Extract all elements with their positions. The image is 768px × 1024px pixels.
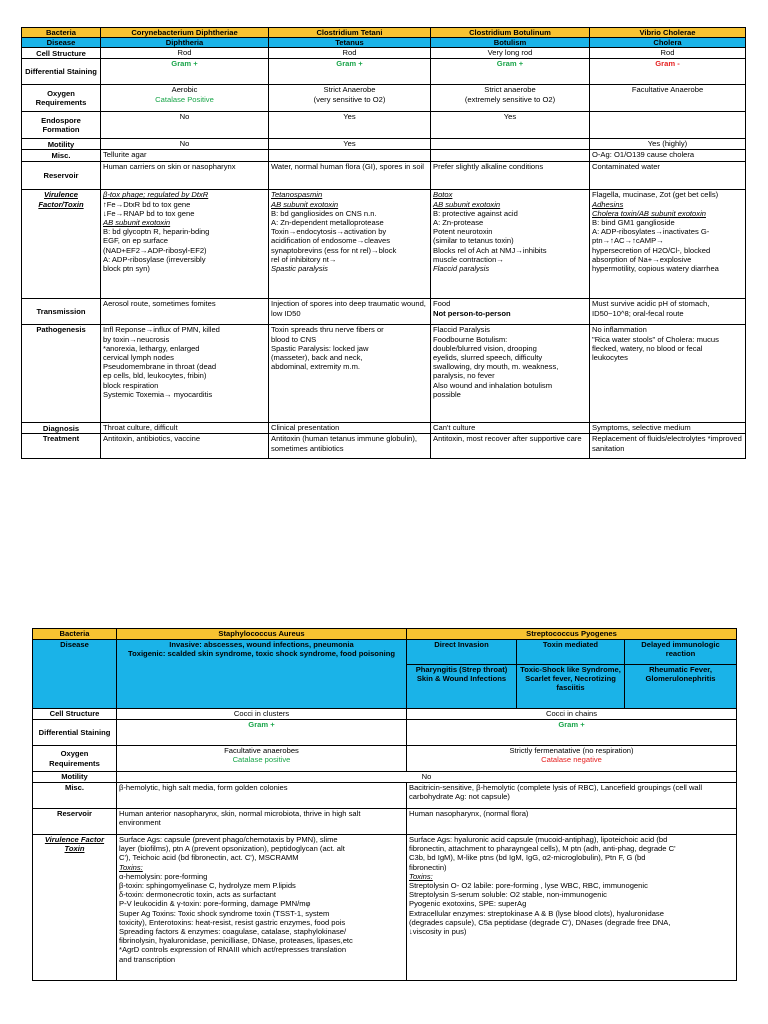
misc-value: Bacitricin-sensitive, β-hemolytic (complete lysis of RBC), Lancefield groupings (cell wall carbohydrate Ag: not capsule) bbox=[407, 783, 737, 809]
row-label-pathogenesis: Pathogenesis bbox=[22, 325, 101, 423]
virulence-line: P-V leukocidin & γ-toxin: pore-forming, damage PMN/mφ bbox=[119, 899, 311, 909]
gram-stain-value: Gram + bbox=[431, 59, 590, 85]
cell-structure-value: Rod bbox=[590, 48, 746, 59]
pathogenesis-line: possible bbox=[433, 389, 461, 399]
bacteria-table-2 bbox=[32, 628, 737, 981]
pathogenesis-line: swallowing, dry mouth, m. weakness, bbox=[433, 362, 559, 372]
transmission-line: Not person-to-person bbox=[433, 308, 511, 318]
virulence-line: Toxin→endocytosis→activation by bbox=[271, 227, 387, 237]
row-label-differential-staining: Differential Staining bbox=[22, 59, 101, 85]
pathogenesis-line: Infl Reponse→influx of PMN, killed bbox=[103, 325, 220, 335]
virulence-line: β-toxin: sphingomyelinase C, hydrolyze mem P.lipids bbox=[119, 881, 296, 891]
row-label-oxygen: Oxygen Requirements bbox=[33, 746, 117, 772]
endospore-value: Yes bbox=[269, 112, 431, 139]
virulence-line: AB subunit exotoxin bbox=[103, 218, 171, 228]
transmission-line: Food bbox=[433, 299, 451, 309]
row-label-cell-structure: Cell Structure bbox=[33, 709, 117, 720]
pathogenesis-line: ep cells, bld, leukocytes, fribin) bbox=[103, 371, 207, 381]
organism-diphtheriae: Corynebacterium Diphtheriae bbox=[101, 28, 269, 38]
gram-stain-value: Gram + bbox=[269, 59, 431, 85]
virulence-line: synaptobrevins (ess for nt rel)→block bbox=[271, 245, 397, 255]
gram-stain-value: Gram + bbox=[101, 59, 269, 85]
oxygen-text: Aerobic bbox=[171, 85, 198, 95]
virulence-line: Surface Ags: hyaluronic acid capsule (mucoid-antiphag), lipoteichoic acid (bd bbox=[409, 835, 668, 844]
pathogenesis-line: Foodbourne Botulism: bbox=[433, 334, 508, 344]
staph-disease-invasive: Invasive: abscesses, wound infections, pneumonia bbox=[169, 640, 354, 649]
endospore-value bbox=[590, 112, 746, 139]
virulence-staph bbox=[117, 835, 407, 981]
virulence-line: and transcription bbox=[119, 954, 176, 964]
virulence-line: B: protective against acid bbox=[433, 208, 518, 218]
virulence-line: Spreading factors & enzymes: coagulase, catalase, staphylokinase/ bbox=[119, 927, 347, 937]
pathogenesis-botulinum bbox=[431, 325, 590, 423]
virulence-line: block ptn syn) bbox=[103, 264, 150, 274]
oxygen-diphtheriae bbox=[101, 85, 269, 112]
virulence-line: *AgrD controls expression of RNAIII which act/represses translation bbox=[119, 945, 347, 955]
virulence-line: β-tox phage; regulated by DtxR bbox=[103, 190, 209, 200]
row-label-endospore: Endospore Formation bbox=[22, 112, 101, 139]
cell-structure-value: Very long rod bbox=[431, 48, 590, 59]
virulence-line: δ-toxin: dermonecrotic toxin, acts as surfactant bbox=[119, 890, 277, 900]
disease-botulism: Botulism bbox=[431, 38, 590, 48]
row-label-motility: Motility bbox=[22, 139, 101, 150]
virulence-line: B: bd glycoptn R, heparin-bding bbox=[103, 227, 210, 237]
virulence-line: α-hemolysin: pore-forming bbox=[119, 871, 208, 881]
row-label-virulence: Virulence Factor Toxin bbox=[33, 835, 117, 981]
oxygen-note: (very sensitive to O2) bbox=[313, 94, 386, 104]
bacteria-table-1 bbox=[21, 27, 746, 459]
virulence-strep bbox=[407, 835, 737, 981]
pathogenesis-line: (masseter), back and neck, bbox=[271, 353, 363, 363]
virulence-line: B: bd gangliosides on CNS n.n. bbox=[271, 208, 377, 218]
oxygen-staph bbox=[117, 746, 407, 772]
endospore-value: No bbox=[101, 112, 269, 139]
header-disease: Disease bbox=[22, 38, 101, 48]
pathogenesis-line: double/blurred vision, drooping bbox=[433, 343, 537, 353]
reservoir-value: Prefer slightly alkaline conditions bbox=[431, 162, 590, 190]
virulence-line: muscle contraction→ bbox=[433, 254, 504, 264]
virulence-line: layer (biofilms), ptn A (prevent opsonization), peptidoglycan (act. alt bbox=[119, 844, 345, 854]
virulence-line: Tetanospasmin bbox=[271, 190, 323, 200]
pathogenesis-diphtheriae bbox=[101, 325, 269, 423]
misc-value bbox=[269, 150, 431, 162]
pathogenesis-line: Also wound and inhalation botulism bbox=[433, 380, 553, 390]
virulence-line: EGF, on ep surface bbox=[103, 236, 169, 246]
pathogenesis-tetani bbox=[269, 325, 431, 423]
motility-value bbox=[431, 139, 590, 150]
pathogenesis-line: by toxin→neucrosis bbox=[103, 334, 170, 344]
virulence-line: A: ADP-ribosylates→inactivates G- bbox=[592, 227, 710, 237]
row-label-diagnosis: Diagnosis bbox=[22, 423, 101, 434]
row-label-misc: Misc. bbox=[22, 150, 101, 162]
pathogenesis-line: Systemic Toxemia→ myocarditis bbox=[103, 389, 213, 399]
virulence-line: ptn→↑AC→↑cAMP→ bbox=[592, 236, 664, 246]
pathogenesis-line: No inflammation bbox=[592, 325, 647, 335]
virulence-line: A: Zn-dependent metalloprotease bbox=[271, 218, 384, 228]
diagnosis-value: Clinical presentation bbox=[269, 423, 431, 434]
oxygen-note: (extremely sensitive to O2) bbox=[464, 94, 556, 104]
virulence-line: toxicity), Enterotoxins: heat-resist, resist gastric enzymes, food pois bbox=[119, 917, 346, 927]
pathogenesis-line: *anorexia, lethargy, enlarged bbox=[103, 343, 200, 353]
virulence-line: Potent neurotoxin bbox=[433, 227, 493, 237]
transmission-value: Injection of spores into deep traumatic wound, low ID50 bbox=[269, 299, 431, 325]
motility-value: No bbox=[101, 139, 269, 150]
virulence-line: Surface Ags: capsule (prevent phago/chemotaxis by PMN), slime bbox=[119, 835, 338, 844]
row-label-treatment: Treatment bbox=[22, 434, 101, 459]
virulence-line: Spastic paralysis bbox=[271, 264, 328, 274]
virulence-line: rel of inhibitory nt→ bbox=[271, 254, 337, 264]
transmission-botulinum bbox=[431, 299, 590, 325]
virulence-line: Toxins: bbox=[119, 862, 143, 872]
strep-category-delayed: Delayed immunologic reaction bbox=[625, 640, 737, 665]
virulence-line: absorption of Na+→explosive bbox=[592, 254, 692, 264]
catalase-text: Catalase negative bbox=[541, 755, 602, 765]
virulence-tetani bbox=[269, 190, 431, 299]
disease-diphtheria: Diphtheria bbox=[101, 38, 269, 48]
treatment-value: Antitoxin, most recover after supportive care bbox=[431, 434, 590, 459]
organism-cholerae: Vibrio Cholerae bbox=[590, 28, 746, 38]
virulence-line: Adhesins bbox=[592, 199, 624, 209]
virulence-line: C'), Teichoic acid (bd fibronectin, act. C'), MSCRAMM bbox=[119, 853, 299, 863]
virulence-line: ↓viscosity in pus) bbox=[409, 927, 467, 937]
motility-value: Yes (highly) bbox=[590, 139, 746, 150]
strep-disease-toxin: Toxic-Shock like Syndrome, Scarlet fever, Necrotizing fasciitis bbox=[517, 665, 625, 709]
oxygen-text: Strict Anaerobe bbox=[323, 85, 376, 95]
pathogenesis-line: eyelids, slurred speech, difficulty bbox=[433, 353, 543, 363]
staph-disease-toxigenic: Toxigenic: scalded skin syndrome, toxic shock syndrome, food poisoning bbox=[128, 649, 395, 659]
pathogenesis-line: block respiration bbox=[103, 380, 159, 390]
oxygen-tetani bbox=[269, 85, 431, 112]
virulence-line: fibronectin, attachment to pharayngeal cells), M ptn (adh, anti-phag, degrade C' bbox=[409, 844, 676, 854]
pathogenesis-line: abdominal, extremity m.m. bbox=[271, 362, 361, 372]
virulence-line: Cholera toxin/AB subunit exotoxin bbox=[592, 208, 706, 218]
virulence-line: B: bind GM1 ganglioside bbox=[592, 218, 675, 228]
disease-cholera: Cholera bbox=[590, 38, 746, 48]
pathogenesis-line: Toxin spreads thru nerve fibers or bbox=[271, 325, 384, 335]
virulence-diphtheriae bbox=[101, 190, 269, 299]
pathogenesis-line: paralysis, no fever bbox=[433, 371, 495, 381]
strep-category-toxin: Toxin mediated bbox=[517, 640, 625, 665]
virulence-line: (similar to tetanus toxin) bbox=[433, 236, 514, 246]
endospore-value: Yes bbox=[431, 112, 590, 139]
reservoir-value: Human carriers on skin or nasopharynx bbox=[101, 162, 269, 190]
virulence-line: Extracellular enzymes: streptokinase A & B (lyse blood clots), hyaluronidase bbox=[409, 908, 664, 918]
strep-disease-direct: Pharyngitis (Strep throat) Skin & Wound Infections bbox=[407, 665, 517, 709]
reservoir-value: Human nasopharynx, (normal flora) bbox=[407, 809, 737, 835]
virulence-line: acidification of endosome→cleaves bbox=[271, 236, 391, 246]
cell-structure-value: Cocci in chains bbox=[407, 709, 737, 720]
organism-staph-aureus: Staphylococcus Aureus bbox=[117, 629, 407, 640]
virulence-line: Flagella, mucinase, Zot (get bet cells) bbox=[592, 190, 719, 200]
oxygen-strep bbox=[407, 746, 737, 772]
reservoir-value: Contaminated water bbox=[590, 162, 746, 190]
virulence-line: Streptolysin S-serum soluble: O2 stable, non-immunogenic bbox=[409, 890, 607, 900]
row-label-reservoir: Reservoir bbox=[33, 809, 117, 835]
virulence-line: A: Zn-protease bbox=[433, 218, 484, 228]
virulence-line: A: ADP-ribosylase (irreversibly bbox=[103, 254, 206, 264]
staph-diseases bbox=[117, 640, 407, 709]
virulence-line: ↓Fe→RNAP bd to tox gene bbox=[103, 208, 195, 218]
oxygen-text: Strictly fermenatative (no respiration) bbox=[509, 746, 634, 755]
diagnosis-value: Can't culture bbox=[431, 423, 590, 434]
virulence-line: Blocks rel of Ach at NMJ→inhibits bbox=[433, 245, 547, 255]
disease-tetanus: Tetanus bbox=[269, 38, 431, 48]
virulence-line: hypersecretion of H2O/Cl-, blocked bbox=[592, 245, 711, 255]
motility-value: Yes bbox=[269, 139, 431, 150]
virulence-line: fibrinolysin, hyaluronidase, penicilliase, DNase, proteases, lipases,etc bbox=[119, 936, 353, 946]
reservoir-value: Water, normal human flora (GI), spores in soil bbox=[269, 162, 431, 190]
pathogenesis-line: Spastic Paralysis: locked jaw bbox=[271, 343, 369, 353]
diagnosis-value: Throat culture, difficult bbox=[101, 423, 269, 434]
gram-stain-value: Gram - bbox=[590, 59, 746, 85]
pathogenesis-line: "Rica water stools" of Cholera: mucus bbox=[592, 334, 719, 344]
misc-value: β-hemolytic, high salt media, form golden colonies bbox=[117, 783, 407, 809]
cell-structure-value: Cocci in clusters bbox=[117, 709, 407, 720]
catalase-text: Catalase Positive bbox=[155, 94, 214, 104]
oxygen-botulinum bbox=[431, 85, 590, 112]
pathogenesis-line: Pseudomembrane in throat (dead bbox=[103, 362, 217, 372]
virulence-line: Botox bbox=[433, 190, 453, 200]
virulence-line: C3b, bd IgM), M-like ptns (bd IgM, IgG, α2-microglobulin), Ptn F, G (bd bbox=[409, 853, 646, 863]
row-label-transmission: Transmission bbox=[22, 299, 101, 325]
organism-strep-pyogenes: Streptococcus Pyogenes bbox=[407, 629, 737, 640]
strep-disease-delayed: Rheumatic Fever, Glomerulonephritis bbox=[625, 665, 737, 709]
header-disease: Disease bbox=[33, 640, 117, 709]
strep-category-direct: Direct Invasion bbox=[407, 640, 517, 665]
row-label-oxygen: Oxygen Requirements bbox=[22, 85, 101, 112]
diagnosis-value: Symptoms, selective medium bbox=[590, 423, 746, 434]
cell-structure-value: Rod bbox=[101, 48, 269, 59]
virulence-botulinum bbox=[431, 190, 590, 299]
treatment-value: Antitoxin, antibiotics, vaccine bbox=[101, 434, 269, 459]
row-label-cell-structure: Cell Structure bbox=[22, 48, 101, 59]
row-label-virulence: Virulence Factor/Toxin bbox=[22, 190, 101, 299]
oxygen-text: Facultative anaerobes bbox=[224, 746, 299, 755]
pathogenesis-line: cervical lymph nodes bbox=[103, 353, 174, 363]
misc-value: Tellurite agar bbox=[101, 150, 269, 162]
virulence-line: Streptolysin O- O2 labile: pore-forming , lyse WBC, RBC, immunogenic bbox=[409, 881, 648, 891]
treatment-value: Replacement of fluids/electrolytes *improved sanitation bbox=[590, 434, 746, 459]
virulence-line: Super Ag Toxins: Toxic shock syndrome toxin (TSST-1, system bbox=[119, 908, 330, 918]
pathogenesis-line: leukocytes bbox=[592, 353, 628, 363]
motility-value: No bbox=[117, 772, 737, 783]
virulence-line: hypermotility, copious watery diarrhea bbox=[592, 264, 719, 274]
gram-stain-value: Gram + bbox=[117, 720, 407, 746]
virulence-line: AB subunit exotoxin bbox=[271, 199, 339, 209]
virulence-line: AB subunit exotoxin bbox=[433, 199, 501, 209]
transmission-value: Must survive acidic pH of stomach, ID50~10^8; oral-fecal route bbox=[590, 299, 746, 325]
virulence-line: fibronectin) bbox=[409, 862, 447, 872]
row-label-misc: Misc. bbox=[33, 783, 117, 809]
oxygen-cholerae: Facultative Anaerobe bbox=[590, 85, 746, 112]
pathogenesis-cholerae bbox=[590, 325, 746, 423]
pathogenesis-line: Flaccid Paralysis bbox=[433, 325, 490, 335]
misc-value bbox=[431, 150, 590, 162]
misc-value: O-Ag: O1/O139 cause cholera bbox=[590, 150, 746, 162]
treatment-value: Antitoxin (human tetanus immune globulin), sometimes antibiotics bbox=[269, 434, 431, 459]
reservoir-value: Human anterior nasopharynx, skin, normal microbiota, thrive in high salt environment bbox=[117, 809, 407, 835]
row-label-motility: Motility bbox=[33, 772, 117, 783]
organism-tetani: Clostridium Tetani bbox=[269, 28, 431, 38]
virulence-cholerae bbox=[590, 190, 746, 299]
pathogenesis-line: blood to CNS bbox=[271, 334, 317, 344]
transmission-value: Aerosol route, sometimes fomites bbox=[101, 299, 269, 325]
oxygen-text: Strict anaerobe bbox=[484, 85, 536, 95]
gram-stain-value: Gram + bbox=[407, 720, 737, 746]
pathogenesis-line: flecked, watery, no blood or fecal bbox=[592, 343, 703, 353]
header-bacteria: Bacteria bbox=[33, 629, 117, 640]
virulence-line: Pyogenic exotoxins, SPE: superAg bbox=[409, 899, 527, 909]
row-label-differential-staining: Differential Staining bbox=[33, 720, 117, 746]
virulence-line: (degrades capsule), C5a peptidase (degrade C'), DNases (degrade free DNA, bbox=[409, 917, 671, 927]
virulence-line: Toxins: bbox=[409, 871, 433, 881]
row-label-reservoir: Reservoir bbox=[22, 162, 101, 190]
cell-structure-value: Rod bbox=[269, 48, 431, 59]
organism-botulinum: Clostridium Botulinum bbox=[431, 28, 590, 38]
virulence-line: (NAD+EF2→ADP-ribosyl-EF2) bbox=[103, 245, 207, 255]
virulence-line: Flaccid paralysis bbox=[433, 264, 490, 274]
catalase-text: Catalase positive bbox=[232, 755, 291, 765]
virulence-line: ↑Fe→DtxR bd to tox gene bbox=[103, 199, 191, 209]
header-bacteria: Bacteria bbox=[22, 28, 101, 38]
